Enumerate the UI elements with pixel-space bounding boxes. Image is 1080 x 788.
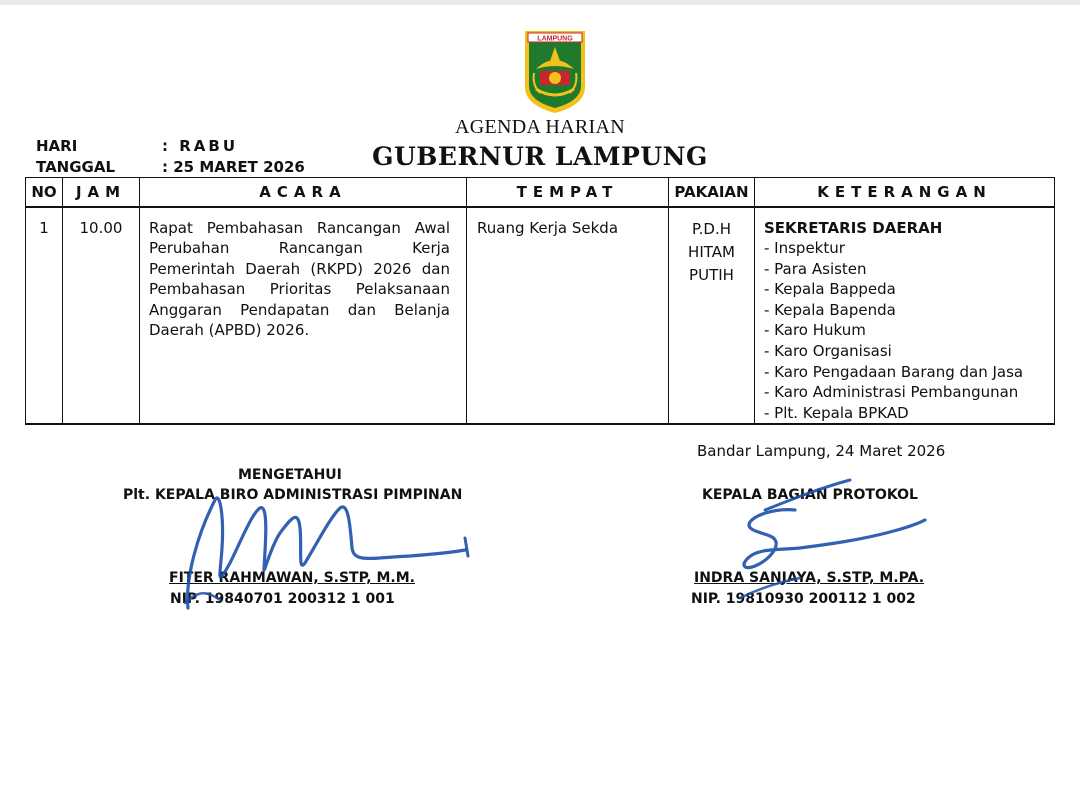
right-signer-position: KEPALA BAGIAN PROTOKOL [702, 487, 918, 503]
table-row [26, 207, 1055, 425]
cell-keterangan [755, 207, 1055, 425]
list-item: - Karo Pengadaan Barang dan Jasa [764, 362, 1024, 381]
cell-pakaian [669, 207, 755, 425]
right-signer-name: INDRA SANJAYA, S.STP, M.PA. [694, 570, 925, 586]
date-label: TANGGAL [36, 158, 116, 176]
right-signature [700, 470, 960, 620]
col-header-no: NO [26, 178, 63, 207]
cell-jam: 10.00 [63, 207, 140, 425]
pakaian-line: PUTIH [689, 265, 734, 284]
list-item: - Karo Organisasi [764, 342, 892, 361]
left-signer-name: FITER RAHMAWAN, S.STP, M.M. [169, 570, 415, 586]
cell-acara: Rapat Pembahasan Rancangan Awal Perubahan Rancangan Kerja Pemerintah Daerah (RKPD) 2026 dan Pembahasan Prioritas Pelaksanaan Anggaran Pendapatan dan Belanja Daerah (APBD) 2026. [140, 207, 467, 425]
list-item: - Para Asisten [764, 259, 867, 278]
place-date: Bandar Lampung, 24 Maret 2026 [697, 442, 946, 460]
col-header-keterangan: KETERANGAN [755, 178, 1055, 207]
cell-tempat: Ruang Kerja Sekda [467, 207, 669, 425]
pakaian-line: P.D.H [691, 219, 732, 238]
left-signer-nip: NIP. 19840701 200312 1 001 [170, 591, 395, 607]
emblem-label: LAMPUNG [537, 35, 573, 43]
date-value: : 25 MARET 2026 [162, 158, 305, 176]
day-value: : RABU [162, 137, 238, 155]
list-item: - Plt. Kepala BPKAD [764, 403, 909, 422]
col-header-tempat: TEMPAT [467, 178, 669, 207]
day-label: HARI [36, 137, 78, 155]
list-item: - Kepala Bappeda [764, 280, 896, 299]
left-signature [180, 478, 480, 618]
left-signer-position: Plt. KEPALA BIRO ADMINISTRASI PIMPINAN [123, 487, 463, 503]
col-header-jam: JAM [63, 178, 140, 207]
col-header-acara: ACARA [140, 178, 467, 207]
attendee-list [764, 238, 1054, 423]
cell-no: 1 [26, 207, 63, 425]
list-item: - Kepala Bapenda [764, 300, 896, 319]
list-item: - Karo Hukum [764, 321, 866, 340]
table-header-row [26, 178, 1055, 207]
list-item: - Karo Administrasi Pembangunan [764, 383, 1019, 402]
right-signer-nip: NIP. 19810930 200112 1 002 [691, 591, 916, 607]
list-item: - Inspektur [764, 239, 845, 258]
keterangan-title: SEKRETARIS DAERAH [764, 218, 943, 237]
left-signer-heading: MENGETAHUI [238, 467, 342, 483]
pakaian-line: HITAM [688, 242, 735, 261]
col-header-pakaian: PAKAIAN [669, 178, 755, 207]
lampung-coat-of-arms-icon [522, 29, 588, 115]
agenda-title: AGENDA HARIAN [454, 116, 625, 138]
governor-title: GUBERNUR LAMPUNG [372, 142, 708, 171]
agenda-table [25, 177, 1055, 425]
top-border [0, 0, 1080, 5]
